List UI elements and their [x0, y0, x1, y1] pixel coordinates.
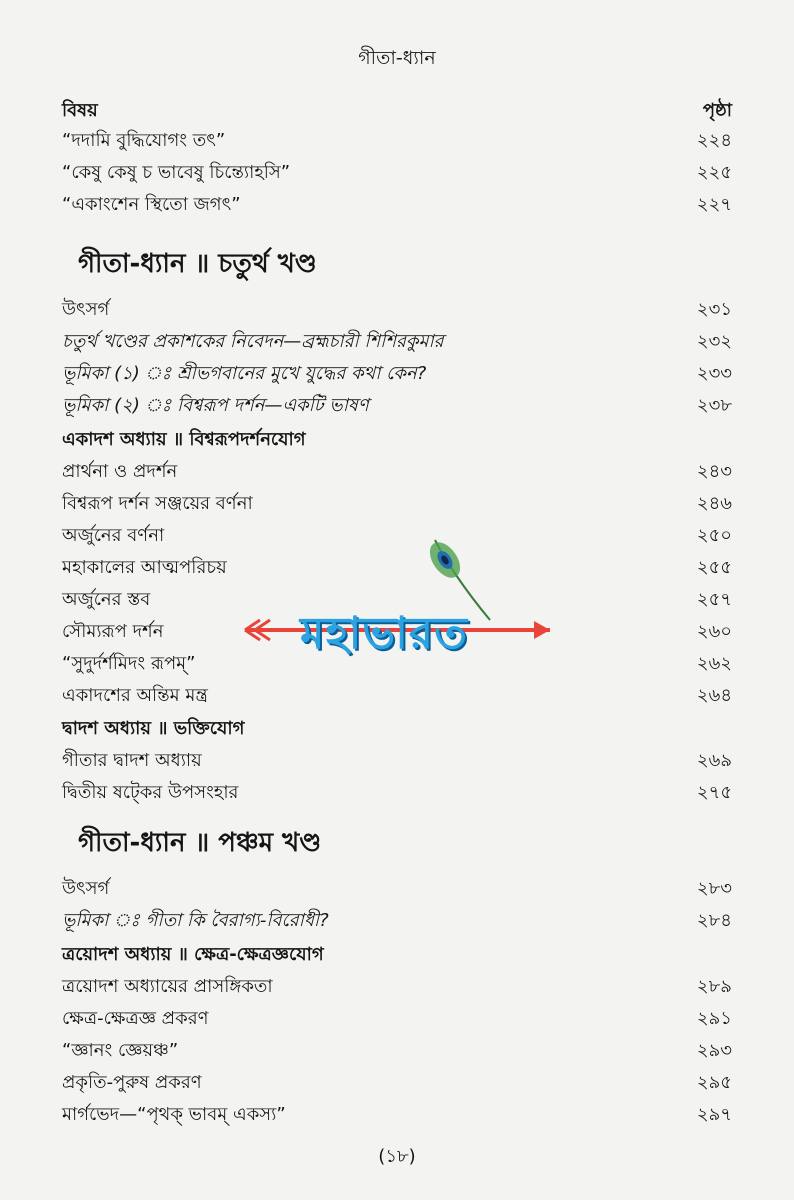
entry-page: ২৬৪ [696, 685, 732, 706]
entry-title: ত্রয়োদশ অধ্যায়ের প্রাসঙ্গিকতা [62, 976, 273, 997]
toc-entry [62, 746, 732, 776]
subject-heading: বিষয় [62, 100, 98, 121]
toc-entry [62, 1036, 732, 1066]
toc-entry [62, 457, 732, 487]
entry-page: ২৫৫ [696, 557, 732, 578]
entry-title: বিশ্বরূপ দর্শন সঞ্জয়ের বর্ণনা [62, 493, 253, 514]
entry-title: একাদশের অন্তিম মন্ত্র [62, 685, 208, 706]
entry-title: অর্জুনের বর্ণনা [62, 525, 165, 546]
entry-title: ভূমিকা ঃ গীতা কি বৈরাগ্য-বিরোধী? [62, 910, 329, 931]
entry-page: ২৪৬ [696, 493, 732, 514]
entry-title: প্রকৃতি-পুরুষ প্রকরণ [62, 1072, 202, 1093]
entry-page: ২৯১ [696, 1008, 732, 1029]
entry-title: ভূমিকা (২) ঃ বিশ্বরূপ দর্শন—একটি ভাষণ [62, 395, 369, 416]
entry-page: ২৬৯ [696, 750, 732, 771]
entry-page: ২৬২ [696, 653, 732, 674]
entry-page: ২৩১ [696, 299, 732, 320]
entry-page: ২৩৮ [696, 395, 732, 416]
chapter-title: ত্রয়োদশ অধ্যায় ॥ ক্ষেত্র-ক্ষেত্রজ্ঞযোগ [62, 944, 324, 965]
entry-page: ২৯৫ [696, 1072, 732, 1093]
toc-entry [62, 1100, 732, 1130]
section-title-part5: গীতা-ধ্যান ॥ পঞ্চম খণ্ড [78, 828, 322, 858]
entry-title: প্রার্থনা ও প্রদর্শন [62, 461, 178, 482]
toc-entry [62, 553, 732, 583]
entry-title: অর্জুনের স্তব [62, 589, 151, 610]
chapter-title: দ্বাদশ অধ্যায় ॥ ভক্তিযোগ [62, 718, 245, 739]
toc-entry [62, 617, 732, 647]
entry-title: দ্বিতীয় ষট্কের উপসংহার [62, 782, 239, 803]
toc-entry [62, 391, 732, 421]
toc-header [62, 96, 732, 127]
entry-page: ২২৪ [696, 130, 732, 151]
entry-page: ২৮৯ [696, 976, 732, 997]
entry-title: “দদামি বুদ্ধিযোগং তৎ” [62, 130, 226, 151]
toc-entry [62, 1004, 732, 1034]
toc-entry [62, 327, 732, 357]
toc-entry [62, 359, 732, 389]
toc-entry [62, 190, 732, 220]
toc-entry [62, 585, 732, 615]
toc-entry [62, 681, 732, 711]
toc-entry [62, 126, 732, 156]
entry-title: গীতার দ্বাদশ অধ্যায় [62, 750, 202, 771]
entry-page: ২৮৩ [696, 878, 732, 899]
toc-entry [62, 778, 732, 808]
watermark-text: মহাভারত [300, 608, 469, 659]
toc-entry [62, 158, 732, 188]
entry-page: ২৫০ [696, 525, 732, 546]
entry-title: “জ্ঞানং জ্ঞেয়ঞ্চ” [62, 1040, 179, 1061]
entry-page: ২৩২ [696, 331, 732, 352]
entry-page: ২৯৩ [696, 1040, 732, 1061]
entry-title: চতুর্থ খণ্ডের প্রকাশকের নিবেদন—ব্রহ্মচারী শিশিরকুমার [62, 331, 444, 352]
entry-page: ২৪৩ [696, 461, 732, 482]
running-head: গীতা-ধ্যান [358, 47, 436, 69]
entry-title: সৌম্যরূপ দর্শন [62, 621, 164, 642]
toc-entry [62, 521, 732, 551]
entry-page: ২৩৩ [696, 363, 732, 384]
entry-page: ২২৫ [696, 162, 732, 183]
chapter-title: একাদশ অধ্যায় ॥ বিশ্বরূপদর্শনযোগ [62, 429, 306, 450]
entry-page: ২৮৪ [696, 910, 732, 931]
toc-entry [62, 972, 732, 1002]
entry-title: মহাকালের আত্মপরিচয় [62, 557, 227, 578]
toc-entry [62, 489, 732, 519]
entry-page: ২৯৭ [696, 1104, 732, 1125]
toc-entry [62, 649, 732, 679]
entry-title: মার্গভেদ—“পৃথক্ ভাবম্ একস্য” [62, 1104, 286, 1125]
entry-title: উৎসর্গ [62, 878, 110, 899]
chapter-heading [62, 425, 732, 455]
entry-page: ২৭৫ [696, 782, 732, 803]
toc-entry [62, 906, 732, 936]
entry-title: “সুদুর্দর্শমিদং রূপম্” [62, 653, 196, 674]
entry-page: ২২৭ [696, 194, 732, 215]
toc-entry [62, 295, 732, 325]
entry-page: ২৬০ [696, 621, 732, 642]
toc-entry [62, 1068, 732, 1098]
toc-entry [62, 874, 732, 904]
entry-page: ২৫৭ [696, 589, 732, 610]
section-title-part4: গীতা-ধ্যান ॥ চতুর্থ খণ্ড [78, 249, 317, 279]
chapter-heading [62, 714, 732, 744]
entry-title: “কেষু কেষু চ ভাবেষু চিন্ত্যোহসি” [62, 162, 291, 183]
entry-title: ভূমিকা (১) ঃ শ্রীভগবানের মুখে যুদ্ধের কথা কেন? [62, 363, 427, 384]
entry-title: ক্ষেত্র-ক্ষেত্রজ্ঞ প্রকরণ [62, 1008, 209, 1029]
page-number: (১৮) [378, 1146, 416, 1167]
entry-title: “একাংশেন স্থিতো জগৎ” [62, 194, 241, 215]
chapter-heading [62, 940, 732, 970]
page-heading: পৃষ্ঠা [702, 100, 732, 121]
entry-title: উৎসর্গ [62, 299, 110, 320]
